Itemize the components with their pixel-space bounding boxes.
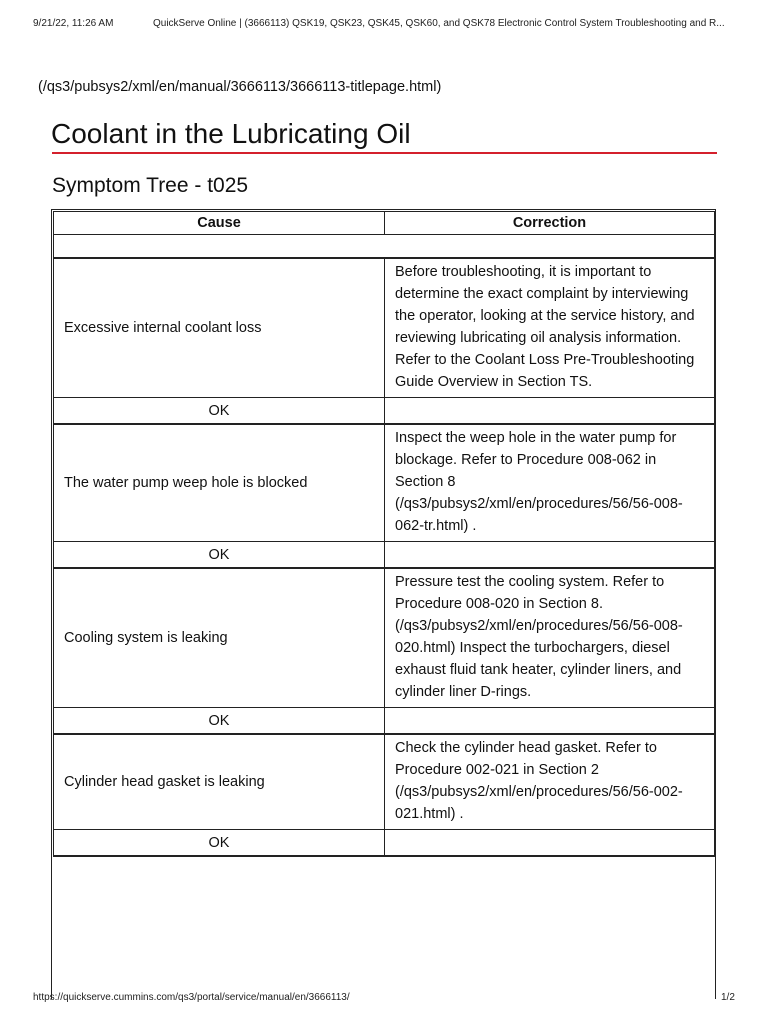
correction-cell: Check the cylinder head gasket. Refer to Procedure 002-021 in Section 2 (/qs3/pubsys2/xml/en/procedures/56/56-002-021.html) .	[385, 734, 715, 830]
ok-cell: OK	[54, 542, 385, 569]
correction-cell: Before troubleshooting, it is important to determine the exact complaint by interviewing the operator, looking at the service history, and reviewing lubricating oil analysis information. Refer to the Coolant Loss Pre-Troubleshooting Guide Overview in Section TS.	[385, 258, 715, 398]
table-row	[54, 258, 715, 398]
titlepage-link[interactable]: (/qs3/pubsys2/xml/en/manual/3666113/3666113-titlepage.html)	[38, 79, 442, 95]
print-page-title: QuickServe Online | (3666113) QSK19, QSK23, QSK45, QSK60, and QSK78 Electronic Control System Troubleshooting and R...	[153, 18, 725, 29]
cause-cell: Cooling system is leaking	[54, 568, 385, 708]
correction-cell: Inspect the weep hole in the water pump for blockage. Refer to Procedure 008-062 in Section 8 (/qs3/pubsys2/xml/en/procedures/56/56-008-062-tr.html) .	[385, 424, 715, 542]
table-row	[54, 424, 715, 542]
table-header-row	[54, 212, 715, 235]
ok-empty-cell	[385, 830, 715, 857]
section-title: Symptom Tree - t025	[52, 174, 249, 197]
cause-cell: Cylinder head gasket is leaking	[54, 734, 385, 830]
cause-cell: Excessive internal coolant loss	[54, 258, 385, 398]
ok-row	[54, 398, 715, 425]
ok-cell: OK	[54, 830, 385, 857]
ok-row	[54, 830, 715, 857]
correction-header: Correction	[385, 212, 715, 235]
cause-header: Cause	[54, 212, 385, 235]
print-footer-url: https://quickserve.cummins.com/qs3/portal/service/manual/en/3666113/	[33, 992, 350, 1003]
correction-cell: Pressure test the cooling system. Refer to Procedure 008-020 in Section 8. (/qs3/pubsys2/xml/en/procedures/56/56-008-020.html) Inspect the turbochargers, diesel exhaust fluid tank heater, cylinder liners, and cylinder liner D-rings.	[385, 568, 715, 708]
ok-empty-cell	[385, 398, 715, 425]
ok-cell: OK	[54, 398, 385, 425]
table-row	[54, 734, 715, 830]
ok-row	[54, 542, 715, 569]
page-title: Coolant in the Lubricating Oil	[51, 118, 411, 149]
table-row	[54, 568, 715, 708]
ok-cell: OK	[54, 708, 385, 735]
cause-cell: The water pump weep hole is blocked	[54, 424, 385, 542]
symptom-tree-table	[53, 211, 715, 857]
ok-empty-cell	[385, 708, 715, 735]
ok-empty-cell	[385, 542, 715, 569]
ok-row	[54, 708, 715, 735]
title-underline	[52, 152, 717, 154]
table-spacer-row	[54, 235, 715, 259]
print-page-number: 1/2	[721, 992, 735, 1003]
print-timestamp: 9/21/22, 11:26 AM	[33, 18, 114, 29]
